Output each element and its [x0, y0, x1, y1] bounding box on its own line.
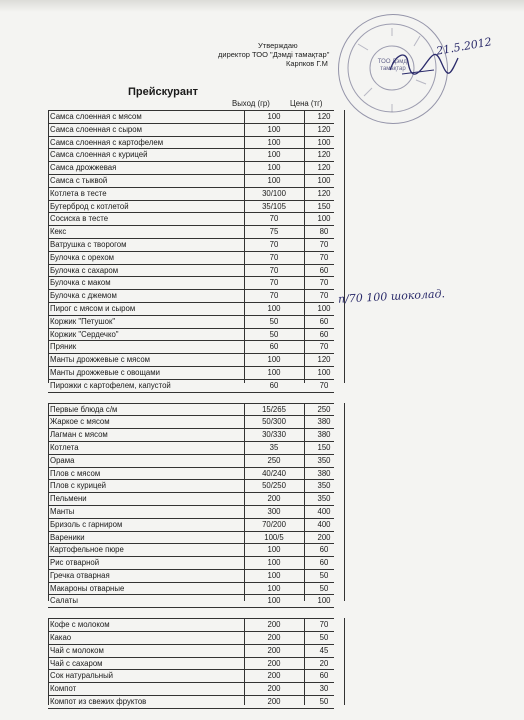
- scan-edge-shadow: [0, 0, 524, 12]
- item-weight: 100: [267, 558, 281, 568]
- approval-line-2: директор ТОО "Дэмді тамақтар": [218, 50, 330, 59]
- item-price: 120: [317, 124, 331, 134]
- table-row: [48, 213, 334, 226]
- item-weight: 60: [269, 342, 279, 352]
- table-row: [48, 188, 334, 201]
- stamp-text: ТОО Дэмді тамақтар: [377, 59, 409, 73]
- item-name: Манты дрожжевые с овощами: [50, 367, 160, 377]
- item-price: 120: [317, 163, 331, 173]
- table-row: [48, 583, 334, 596]
- grid-line-price: [304, 618, 305, 705]
- item-weight: 50: [269, 316, 279, 326]
- item-price: 70: [319, 620, 329, 630]
- item-price: 120: [317, 150, 331, 160]
- table-row: [48, 162, 334, 175]
- item-weight: 50/250: [262, 481, 286, 491]
- item-weight: 100: [267, 124, 281, 134]
- item-weight: 100: [267, 163, 281, 173]
- table-row: [48, 658, 334, 671]
- item-weight: 100: [267, 175, 281, 185]
- item-weight: 100: [267, 112, 281, 121]
- table-row: [48, 683, 334, 696]
- item-price: 70: [319, 252, 329, 262]
- grid-line-left: [48, 403, 49, 601]
- item-weight: 70: [269, 291, 279, 301]
- table-row: [48, 696, 334, 709]
- table-row: [48, 493, 334, 506]
- item-weight: 70/200: [262, 519, 286, 529]
- item-name: Бризоль с гарниром: [50, 519, 123, 529]
- table-row: [48, 468, 334, 481]
- item-weight: 70: [269, 239, 279, 249]
- item-price: 70: [319, 291, 329, 301]
- item-weight: 300: [267, 506, 281, 516]
- item-price: 70: [319, 380, 329, 390]
- item-name: Картофельное пюре: [50, 545, 124, 555]
- item-price: 100: [317, 303, 331, 313]
- item-name: Гречка отварная: [50, 570, 110, 580]
- item-name: Ватрушка с творогом: [50, 239, 127, 249]
- grid-line-left: [48, 110, 49, 383]
- item-name: Орама: [50, 455, 75, 465]
- grid-line-right: [344, 110, 345, 383]
- approval-line-3: Карпков Г.М: [286, 59, 328, 68]
- item-name: Компот из свежих фруктов: [50, 697, 147, 707]
- item-name: Котлета в тесте: [50, 188, 107, 198]
- item-name: Манты дрожжевые с мясом: [50, 355, 151, 365]
- table-row: [48, 316, 334, 329]
- item-name: Чай с сахаром: [50, 658, 103, 668]
- section-gap: [48, 393, 334, 403]
- item-price: 60: [319, 671, 329, 681]
- item-name: Пирожки с картофелем, капустой: [50, 380, 171, 390]
- item-name: Кофе с молоком: [50, 620, 110, 630]
- grid-line-weight: [244, 403, 245, 601]
- item-weight: 200: [267, 658, 281, 668]
- item-price: 30: [319, 684, 329, 694]
- table-row: [48, 137, 334, 150]
- item-price: 100: [317, 214, 331, 224]
- item-price: 100: [317, 367, 331, 377]
- item-price: 150: [317, 442, 331, 452]
- item-price: 80: [319, 227, 329, 237]
- grid-line-left: [48, 618, 49, 705]
- item-price: 380: [317, 430, 331, 440]
- item-price: 380: [317, 417, 331, 427]
- item-price: 350: [317, 494, 331, 504]
- grid-line-right: [344, 403, 345, 601]
- table-row: [48, 252, 334, 265]
- item-weight: 100: [267, 137, 281, 147]
- item-weight: 100: [267, 545, 281, 555]
- table-row: [48, 303, 334, 316]
- table-row: [48, 201, 334, 214]
- grid-line-weight: [244, 618, 245, 705]
- table-row: [48, 645, 334, 658]
- table-row: [48, 124, 334, 137]
- table-row: [48, 354, 334, 367]
- item-name: Рис отварной: [50, 558, 100, 568]
- item-weight: 100: [267, 355, 281, 365]
- approval-line-1: Утверждаю: [258, 41, 298, 50]
- item-name: Пряник: [50, 342, 77, 352]
- item-price: 50: [319, 633, 329, 643]
- item-name: Булочка с маком: [50, 278, 111, 288]
- grid-line-price: [304, 403, 305, 601]
- item-name: Какао: [50, 633, 72, 643]
- item-price: 350: [317, 455, 331, 465]
- item-weight: 100: [267, 570, 281, 580]
- item-price: 60: [319, 265, 329, 275]
- handwritten-note: п/70 100 шоколад.: [337, 287, 446, 306]
- item-weight: 200: [267, 494, 281, 504]
- grid-line-price: [304, 110, 305, 383]
- table-row: [48, 175, 334, 188]
- item-price: 200: [317, 532, 331, 542]
- table-row: [48, 595, 334, 608]
- table-row: [48, 532, 334, 545]
- item-name: Булочка с орехом: [50, 252, 115, 262]
- grid-line-right: [344, 618, 345, 705]
- page-title: Прейскурант: [128, 86, 198, 98]
- item-name: Сок натуральный: [50, 671, 114, 681]
- table-row: [48, 519, 334, 532]
- table-row: [48, 455, 334, 468]
- item-price: 350: [317, 481, 331, 491]
- table-row: [48, 239, 334, 252]
- item-weight: 200: [267, 684, 281, 694]
- item-name: Бутерброд с котлетой: [50, 201, 129, 211]
- table-row: [48, 329, 334, 342]
- item-name: Котлета: [50, 442, 79, 452]
- table-row: [48, 149, 334, 162]
- item-weight: 70: [269, 252, 279, 262]
- table-row: [48, 557, 334, 570]
- item-weight: 250: [267, 455, 281, 465]
- table-row: [48, 632, 334, 645]
- item-price: 120: [317, 112, 331, 121]
- item-weight: 100: [267, 150, 281, 160]
- item-weight: 100: [267, 367, 281, 377]
- item-price: 100: [317, 137, 331, 147]
- item-weight: 200: [267, 645, 281, 655]
- item-name: Самса с тыквой: [50, 175, 108, 185]
- item-price: 60: [319, 558, 329, 568]
- table-row: [48, 416, 334, 429]
- table-row: [48, 110, 334, 124]
- item-weight: 200: [267, 633, 281, 643]
- item-price: 60: [319, 329, 329, 339]
- item-name: Булочка с сахаром: [50, 265, 119, 275]
- item-weight: 100: [267, 303, 281, 313]
- table-section: [48, 618, 334, 709]
- item-weight: 200: [267, 697, 281, 707]
- item-price: 120: [317, 355, 331, 365]
- item-name: Манты: [50, 506, 75, 516]
- item-weight: 15/265: [262, 404, 286, 414]
- item-weight: 30/100: [262, 188, 286, 198]
- item-price: 400: [317, 519, 331, 529]
- item-price: 400: [317, 506, 331, 516]
- table-row: [48, 442, 334, 455]
- item-weight: 100/5: [264, 532, 284, 542]
- grid-line-weight: [244, 110, 245, 383]
- item-name: Самса слоенная с сыром: [50, 124, 142, 134]
- item-weight: 35/105: [262, 201, 286, 211]
- table-row: [48, 290, 334, 303]
- item-weight: 35: [269, 442, 279, 452]
- table-row: [48, 570, 334, 583]
- table-row: [48, 429, 334, 442]
- table-row: [48, 670, 334, 683]
- item-name: Пирог с мясом и сыром: [50, 303, 136, 313]
- item-name: Пельмени: [50, 494, 87, 504]
- item-price: 50: [319, 697, 329, 707]
- item-weight: 70: [269, 214, 279, 224]
- item-price: 50: [319, 583, 329, 593]
- item-price: 150: [317, 201, 331, 211]
- item-weight: 30/330: [262, 430, 286, 440]
- table-row: [48, 506, 334, 519]
- item-price: 70: [319, 239, 329, 249]
- item-name: Самса дрожжевая: [50, 163, 117, 173]
- item-name: Компот: [50, 684, 77, 694]
- item-name: Плов с мясом: [50, 468, 101, 478]
- item-weight: 100: [267, 583, 281, 593]
- item-weight: 200: [267, 620, 281, 630]
- item-name: Макароны отварные: [50, 583, 125, 593]
- item-price: 100: [317, 175, 331, 185]
- item-name: Плов с курицей: [50, 481, 107, 491]
- item-weight: 60: [269, 380, 279, 390]
- item-price: 70: [319, 342, 329, 352]
- item-price: 380: [317, 468, 331, 478]
- item-price: 120: [317, 188, 331, 198]
- table-row: [48, 277, 334, 290]
- item-price: 60: [319, 316, 329, 326]
- item-name: Чай с молоком: [50, 645, 104, 655]
- column-header-price: Цена (тг): [290, 99, 323, 108]
- price-table: [48, 110, 334, 709]
- item-price: 20: [319, 658, 329, 668]
- item-price: 70: [319, 278, 329, 288]
- table-row: [48, 380, 334, 393]
- table-row: [48, 341, 334, 354]
- item-name: Первые блюда с/м: [50, 404, 118, 414]
- item-price: 50: [319, 570, 329, 580]
- item-weight: 40/240: [262, 468, 286, 478]
- item-name: Сосиска в тесте: [50, 214, 109, 224]
- table-row: [48, 618, 334, 632]
- item-weight: 50/300: [262, 417, 286, 427]
- item-name: Лагман с мясом: [50, 430, 108, 440]
- table-row: [48, 367, 334, 380]
- section-gap: [48, 608, 334, 618]
- item-name: Жаркое с мясом: [50, 417, 110, 427]
- item-name: Коржик "Сердечко": [50, 329, 119, 339]
- table-row: [48, 544, 334, 557]
- item-name: Коржик "Петушок": [50, 316, 116, 326]
- table-row: [48, 403, 334, 417]
- item-weight: 70: [269, 278, 279, 288]
- table-section: [48, 110, 334, 393]
- item-name: Самса слоенная с мясом: [50, 112, 142, 121]
- item-name: Салаты: [50, 596, 78, 606]
- item-name: Булочка с джемом: [50, 291, 117, 301]
- item-price: 100: [317, 596, 331, 606]
- column-header-weight: Выход (гр): [232, 99, 270, 108]
- item-price: 45: [319, 645, 329, 655]
- table-row: [48, 480, 334, 493]
- item-price: 250: [317, 404, 331, 414]
- item-weight: 50: [269, 329, 279, 339]
- item-name: Кекс: [50, 227, 67, 237]
- item-weight: 70: [269, 265, 279, 275]
- item-weight: 75: [269, 227, 279, 237]
- item-name: Вареники: [50, 532, 85, 542]
- item-weight: 100: [267, 596, 281, 606]
- table-row: [48, 226, 334, 239]
- item-name: Самса слоенная с картофелем: [50, 137, 164, 147]
- item-price: 60: [319, 545, 329, 555]
- handwritten-date: 21.5.2012: [435, 35, 493, 58]
- item-name: Самса слоенная с курицей: [50, 150, 148, 160]
- item-weight: 200: [267, 671, 281, 681]
- table-section: [48, 403, 334, 609]
- table-row: [48, 265, 334, 278]
